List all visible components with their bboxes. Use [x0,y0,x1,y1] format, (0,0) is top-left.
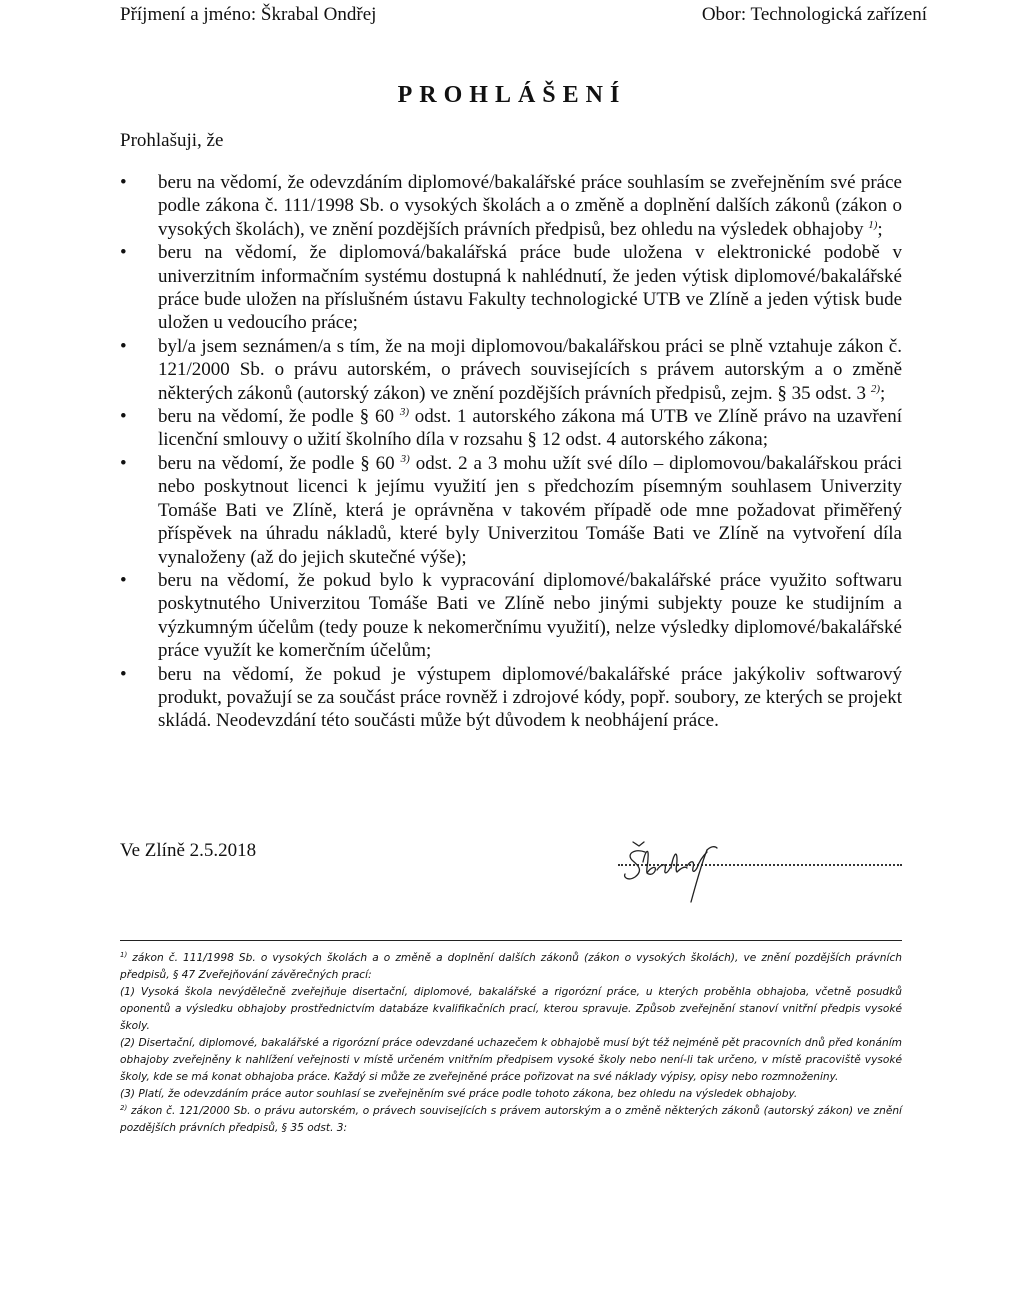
footnote-ref: 3) [399,406,409,419]
footnote-1-ref: 1) [120,951,128,959]
declaration-text-end: odst. 2 a 3 mohu užít své dílo – diplomovou/bakalářskou práci nebo poskytnout licenci k jejímu využití jen s předchozím písemným souhlasem Univerzity Tomáše Bati ve Zlíně, která je oprávněna v takovém případě ode mne požadovat přiměřený příspěvek na úhradu nákladů, které byly Univerzitou Tomáše Bati ve Zlíně na vytvoření díla vynaloženy (až do jejich skutečné výše); [158,452,902,568]
declaration-item [120,335,902,405]
footnote-2-text: zákon č. 121/2000 Sb. o právu autorském, o právech souvisejících s právem autorským a o změně některých zákonů (autorský zákon) ve znění pozdějších právních předpisů, § 35 odst. 3: [120,1105,902,1134]
footnote-ref: 3) [400,452,410,465]
declaration-text: beru na vědomí, že diplomová/bakalářská práce bude uložena v elektronické podobě v univerzitním informačním systému dostupná k nahlédnutí, že jeden výtisk diplomové/bakalářské práce bude uložen na příslušném ústavu Fakulty technologické UTB ve Zlíně a jeden výtisk bude uložen u vedoucího práce; [158,242,902,334]
declaration-text-end: ; [879,382,886,404]
declaration-item [120,663,902,733]
footnote-1-text: zákon č. 111/1998 Sb. o vysokých školách a o změně a doplnění dalších zákonů (zákon o vysokých školách), ve znění pozdějších právních předpisů, § 47 Zveřejňování závěrečných prací: [120,952,902,981]
declaration-text: beru na vědomí, že pokud bylo k vypracování diplomové/bakalářské práce využito softwaru poskytnutého Univerzitou Tomáše Bati ve Zlíně nebo jinými subjekty pouze ke studijním a výzkumným účelům (tedy pouze k nekomerčnímu využití), nelze výsledky diplomové/bakalářské práce využít ke komerčním účelům; [158,569,902,662]
header-name: Příjmení a jméno: Škrabal Ondřej [120,4,377,25]
bullet-mark: • [120,452,127,474]
declaration-text: beru na vědomí, že odevzdáním diplomové/bakalářské práce souhlasím se zveřejněním své práce podle zákona č. 111/1998 Sb. o vysokých školách a o změně a doplnění dalších zákonů (zákon o vysokých školách), ve znění pozdějších právních předpisů, bez ohledu na výsledek obhajoby [158,172,902,240]
declaration-item [120,452,902,569]
declaration-text-end: ; [877,218,883,240]
bullet-mark: • [120,335,127,357]
bullet-mark: • [120,663,127,685]
footnote-paragraph-3: (3) Platí, že odevzdáním práce autor souhlasí se zveřejněním své práce podle tohoto zákona, bez ohledu na výsledek obhajoby. [120,1088,798,1100]
declaration-list [120,171,902,733]
footnote-1 [120,950,902,984]
declaration-item [120,405,902,452]
header-field: Obor: Technologická zařízení [701,4,927,25]
bullet-mark: • [120,406,127,428]
declaration-text: beru na vědomí, že podle § 60 [158,452,401,474]
declaration-item [120,171,902,241]
bullet-mark: • [120,242,127,264]
footnote-2-ref: 2) [120,1104,128,1112]
footnote-paragraph-2: (2) Disertační, diplomové, bakalářské a rigorózní práce odevzdané uchazečem k obhajobě musí být též nejméně pět pracovních dnů před konáním obhajoby zveřejněny k nahlížení veřejnosti v místě určeném vnitřním předpisem vysoké školy nebo není-li tak určeno, v místě pracoviště vysoké školy, kde se má konat obhajoba práce. Každý si může ze zveřejněné práce pořizovat na své náklady výpisy, opisy nebo rozmnoženiny. [120,1037,902,1083]
declaration-item [120,569,902,663]
footnote-2 [120,1103,902,1137]
footnotes [120,950,902,1137]
place-date: Ve Zlíně 2.5.2018 [120,840,257,861]
footnote-ref: 2) [870,382,880,395]
declaration-item [120,241,902,335]
handwritten-signature [615,830,735,910]
footnote-ref: 1) [868,218,878,231]
bullet-mark: • [120,172,127,193]
intro-text: Prohlašuji, že [120,130,224,151]
bullet-mark: • [120,569,127,591]
page-title: PROHLÁŠENÍ [397,82,627,108]
declaration-text: byl/a jsem seznámen/a s tím, že na moji diplomovou/bakalářskou práci se plně vztahuje zákon č. 121/2000 Sb. o právu autorském, o právech souvisejících s právem autorským a o změně některých zákonů (autorský zákon) ve znění pozdějších právních předpisů, zejm. § 35 odst. 3 [158,335,902,404]
footnote-paragraph-1: (1) Vysoká škola nevýdělečně zveřejňuje disertační, diplomové, bakalářské a rigorózní práce, u kterých proběhla obhajoba, včetně posudků oponentů a výsledku obhajoby prostřednictvím databáze kvalifikačních prací, kterou spravuje. Způsob zveřejnění stanoví vnitřní předpis vysoké školy. [120,986,902,1032]
declaration-text: beru na vědomí, že pokud je výstupem diplomové/bakalářské práce jakýkoliv softwarový produkt, považují se za součást práce rovněž i zdrojové kódy, popř. soubory, ze kterých se projekt skládá. Neodevzdání této součásti může být důvodem k neobhájení práce. [158,663,902,732]
declaration-text: beru na vědomí, že podle § 60 [158,406,400,428]
declaration-text-end: odst. 1 autorského zákona má UTB ve Zlíně právo na uzavření licenční smlouvy o užití školního díla v rozsahu § 12 odst. 4 autorského zákona; [158,406,903,451]
footnote-divider [120,940,902,941]
